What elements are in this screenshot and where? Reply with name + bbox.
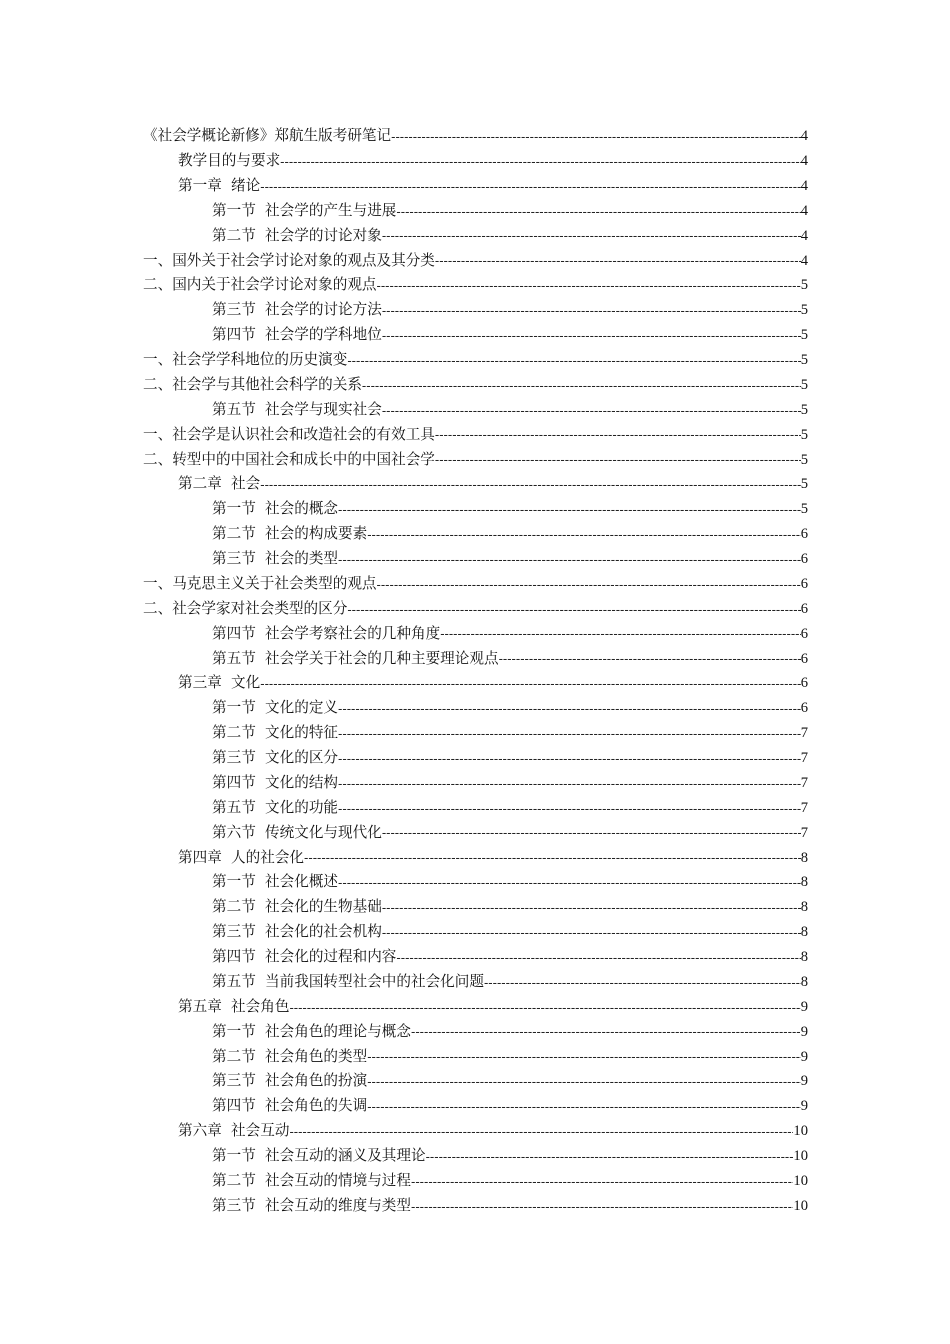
- toc-dash-leader: [260, 478, 800, 491]
- toc-dash-leader: [377, 279, 801, 292]
- toc-dash-leader: [382, 826, 801, 839]
- toc-dash-leader: [435, 254, 801, 267]
- toc-entry-page-number: 7: [800, 824, 808, 841]
- toc-entry-title: 第二节 社会互动的情境与过程: [212, 1171, 411, 1189]
- toc-entry-page-number: 4: [800, 227, 808, 244]
- toc-entry[interactable]: [143, 1044, 808, 1069]
- toc-dash-leader: [377, 578, 801, 591]
- toc-dash-leader: [338, 876, 801, 889]
- toc-entry-page-number: 6: [800, 675, 808, 692]
- toc-dash-leader: [382, 304, 801, 317]
- toc-entry-page-number: 6: [800, 600, 808, 617]
- toc-entry-title: 一、马克思主义关于社会类型的观点: [143, 574, 377, 592]
- toc-entry-page-number: 10: [793, 1123, 808, 1140]
- toc-entry-title: 第一节 社会角色的理论与概念: [212, 1022, 411, 1040]
- toc-entry[interactable]: [143, 298, 808, 323]
- toc-entry-title: 二、社会学家对社会类型的区分: [143, 599, 348, 617]
- toc-entry-page-number: 8: [800, 973, 808, 990]
- toc-dash-leader: [382, 926, 801, 939]
- toc-dash-leader: [391, 130, 801, 143]
- toc-entry[interactable]: [143, 472, 808, 497]
- toc-entry-page-number: 4: [800, 177, 808, 194]
- toc-entry-page-number: 7: [800, 774, 808, 791]
- toc-entry-title: 第四节 社会学的学科地位: [212, 326, 382, 344]
- toc-entry[interactable]: [143, 572, 808, 597]
- toc-dash-leader: [426, 1150, 794, 1163]
- toc-entry[interactable]: [143, 870, 808, 895]
- toc-dash-leader: [338, 702, 801, 715]
- toc-entry[interactable]: [143, 497, 808, 522]
- toc-entry-title: 第二章 社会: [178, 475, 261, 493]
- toc-dash-leader: [440, 627, 801, 640]
- toc-entry-page-number: 5: [800, 476, 808, 493]
- toc-entry[interactable]: [143, 323, 808, 348]
- toc-entry-page-number: 4: [800, 252, 808, 269]
- toc-entry-title: 第四节 社会学考察社会的几种角度: [212, 624, 441, 642]
- toc-entry-page-number: 5: [800, 501, 808, 518]
- toc-dash-leader: [411, 1175, 793, 1188]
- toc-entry-title: 第三章 文化: [178, 674, 261, 692]
- toc-entry-page-number: 10: [793, 1172, 808, 1189]
- toc-entry-title: 第四节 社会化的过程和内容: [212, 948, 397, 966]
- toc-entry[interactable]: [143, 423, 808, 448]
- toc-entry-title: 《社会学概论新修》郑航生版考研笔记: [143, 127, 392, 145]
- toc-entry-page-number: 10: [793, 1148, 808, 1165]
- toc-entry[interactable]: [143, 821, 808, 846]
- toc-entry[interactable]: [143, 522, 808, 547]
- toc-entry-page-number: 7: [800, 799, 808, 816]
- toc-dash-leader: [338, 802, 801, 815]
- toc-dash-leader: [367, 1050, 800, 1063]
- toc-entry[interactable]: [143, 721, 808, 746]
- toc-entry-page-number: 8: [800, 874, 808, 891]
- toc-entry[interactable]: [143, 920, 808, 945]
- toc-entry-page-number: 6: [800, 551, 808, 568]
- toc-entry-title: 第一节 社会学的产生与进展: [212, 201, 397, 219]
- toc-dash-leader: [362, 379, 801, 392]
- toc-entry-page-number: 5: [800, 401, 808, 418]
- toc-entry[interactable]: [143, 646, 808, 671]
- toc-entry[interactable]: [143, 845, 808, 870]
- toc-dash-leader: [338, 727, 801, 740]
- toc-entry[interactable]: [143, 224, 808, 249]
- toc-entry-title: 第一节 社会互动的涵义及其理论: [212, 1147, 426, 1165]
- toc-entry-title: 第五节 社会学关于社会的几种主要理论观点: [212, 649, 499, 667]
- toc-entry-title: 一、社会学学科地位的历史演变: [143, 351, 348, 369]
- toc-dash-leader: [435, 428, 801, 441]
- toc-dash-leader: [260, 180, 800, 193]
- toc-entry[interactable]: [143, 895, 808, 920]
- toc-entry-title: 第一节 社会化概述: [212, 873, 339, 891]
- toc-entry-page-number: 4: [800, 153, 808, 170]
- toc-entry[interactable]: [143, 671, 808, 696]
- toc-entry[interactable]: [143, 1169, 808, 1194]
- toc-entry-page-number: 6: [800, 526, 808, 543]
- toc-dash-leader: [304, 851, 801, 864]
- toc-entry[interactable]: [143, 1094, 808, 1119]
- toc-entry-page-number: 9: [800, 1023, 808, 1040]
- toc-entry-page-number: 10: [793, 1197, 808, 1214]
- toc-dash-leader: [382, 329, 801, 342]
- toc-entry-page-number: 9: [800, 1073, 808, 1090]
- toc-entry-page-number: 5: [800, 327, 808, 344]
- toc-entry[interactable]: [143, 124, 808, 149]
- toc-entry[interactable]: [143, 373, 808, 398]
- toc-entry-page-number: 4: [800, 128, 808, 145]
- toc-entry-title: 第二节 社会化的生物基础: [212, 898, 382, 916]
- toc-entry-title: 第三节 社会角色的扮演: [212, 1072, 368, 1090]
- toc-entry-title: 第五章 社会角色: [178, 997, 290, 1015]
- toc-entry[interactable]: [143, 597, 808, 622]
- toc-dash-leader: [367, 1100, 800, 1113]
- toc-entry[interactable]: [143, 1194, 808, 1219]
- toc-dash-leader: [382, 404, 801, 417]
- toc-entry[interactable]: [143, 248, 808, 273]
- toc-entry-title: 二、国内关于社会学讨论对象的观点: [143, 276, 377, 294]
- toc-entry-title: 第一章 绪论: [178, 176, 261, 194]
- toc-entry-page-number: 6: [800, 700, 808, 717]
- toc-entry-title: 第六章 社会互动: [178, 1122, 290, 1140]
- toc-dash-leader: [347, 354, 800, 367]
- toc-entry[interactable]: [143, 273, 808, 298]
- toc-entry-title: 第四章 人的社会化: [178, 848, 305, 866]
- toc-entry-page-number: 8: [800, 849, 808, 866]
- toc-dash-leader: [347, 603, 800, 616]
- toc-entry-title: 第三节 社会化的社会机构: [212, 923, 382, 941]
- toc-entry-title: 第三节 社会学的讨论方法: [212, 301, 382, 319]
- toc-entry-page-number: 6: [800, 575, 808, 592]
- toc-entry[interactable]: [143, 1069, 808, 1094]
- toc-dash-leader: [435, 453, 801, 466]
- toc-entry-page-number: 5: [800, 352, 808, 369]
- toc-entry[interactable]: [143, 348, 808, 373]
- toc-dash-leader: [289, 1125, 793, 1138]
- toc-entry-title: 第四节 社会角色的失调: [212, 1097, 368, 1115]
- toc-entry-title: 二、社会学与其他社会科学的关系: [143, 375, 362, 393]
- toc-dash-leader: [338, 777, 801, 790]
- toc-dash-leader: [289, 1001, 800, 1014]
- toc-dash-leader: [338, 503, 801, 516]
- toc-dash-leader: [499, 652, 801, 665]
- toc-entry-title: 第二节 社会学的讨论对象: [212, 226, 382, 244]
- toc-entry-title: 第二节 文化的特征: [212, 724, 339, 742]
- toc-entry-page-number: 5: [800, 277, 808, 294]
- toc-entry[interactable]: [143, 199, 808, 224]
- toc-entry[interactable]: [143, 622, 808, 647]
- toc-dash-leader: [260, 677, 800, 690]
- toc-entry-title: 一、国外关于社会学讨论对象的观点及其分类: [143, 251, 435, 269]
- toc-entry-title: 第一节 文化的定义: [212, 699, 339, 717]
- toc-entry[interactable]: [143, 398, 808, 423]
- toc-dash-leader: [280, 155, 801, 168]
- toc-entry[interactable]: [143, 174, 808, 199]
- toc-entry-page-number: 9: [800, 998, 808, 1015]
- toc-dash-leader: [411, 1200, 793, 1213]
- toc-entry-page-number: 8: [800, 949, 808, 966]
- toc-entry[interactable]: [143, 771, 808, 796]
- toc-entry[interactable]: [143, 746, 808, 771]
- toc-dash-leader: [484, 976, 801, 989]
- toc-entry[interactable]: [143, 1020, 808, 1045]
- toc-entry-page-number: 5: [800, 376, 808, 393]
- toc-entry-page-number: 8: [800, 924, 808, 941]
- toc-dash-leader: [396, 205, 800, 218]
- toc-entry-page-number: 6: [800, 625, 808, 642]
- toc-dash-leader: [367, 1075, 800, 1088]
- toc-entry[interactable]: [143, 149, 808, 174]
- toc-entry-page-number: 5: [800, 302, 808, 319]
- toc-entry-title: 第三节 社会的类型: [212, 550, 339, 568]
- toc-entry-title: 第六节 传统文化与现代化: [212, 823, 382, 841]
- toc-entry-title: 第三节 文化的区分: [212, 749, 339, 767]
- toc-entry-page-number: 5: [800, 451, 808, 468]
- toc-dash-leader: [396, 951, 800, 964]
- toc-dash-leader: [382, 229, 801, 242]
- toc-entry-title: 第五节 文化的功能: [212, 798, 339, 816]
- toc-entry[interactable]: [143, 1144, 808, 1169]
- toc-entry-page-number: 9: [800, 1098, 808, 1115]
- toc-entry-title: 第五节 社会学与现实社会: [212, 400, 382, 418]
- toc-entry[interactable]: [143, 696, 808, 721]
- toc-dash-leader: [367, 528, 800, 541]
- toc-entry-title: 第三节 社会互动的维度与类型: [212, 1196, 411, 1214]
- toc-entry-title: 第二节 社会角色的类型: [212, 1047, 368, 1065]
- toc-entry[interactable]: [143, 796, 808, 821]
- table-of-contents: [143, 124, 808, 1219]
- toc-entry-page-number: 5: [800, 426, 808, 443]
- toc-entry-title: 教学目的与要求: [178, 152, 281, 170]
- toc-entry[interactable]: [143, 547, 808, 572]
- toc-entry[interactable]: [143, 970, 808, 995]
- toc-entry-title: 第四节 文化的结构: [212, 773, 339, 791]
- toc-entry-title: 一、社会学是认识社会和改造社会的有效工具: [143, 425, 435, 443]
- toc-entry[interactable]: [143, 1119, 808, 1144]
- toc-entry-title: 第一节 社会的概念: [212, 500, 339, 518]
- toc-entry-page-number: 8: [800, 899, 808, 916]
- toc-entry[interactable]: [143, 945, 808, 970]
- toc-entry[interactable]: [143, 447, 808, 472]
- toc-entry-page-number: 7: [800, 725, 808, 742]
- toc-dash-leader: [411, 1025, 801, 1038]
- toc-entry[interactable]: [143, 995, 808, 1020]
- toc-dash-leader: [338, 553, 801, 566]
- toc-entry-page-number: 9: [800, 1048, 808, 1065]
- toc-entry-title: 二、转型中的中国社会和成长中的中国社会学: [143, 450, 435, 468]
- toc-entry-page-number: 6: [800, 650, 808, 667]
- toc-dash-leader: [338, 752, 801, 765]
- toc-entry-title: 第二节 社会的构成要素: [212, 525, 368, 543]
- toc-entry-page-number: 7: [800, 750, 808, 767]
- toc-entry-page-number: 4: [800, 202, 808, 219]
- toc-dash-leader: [382, 901, 801, 914]
- toc-entry-title: 第五节 当前我国转型社会中的社会化问题: [212, 972, 484, 990]
